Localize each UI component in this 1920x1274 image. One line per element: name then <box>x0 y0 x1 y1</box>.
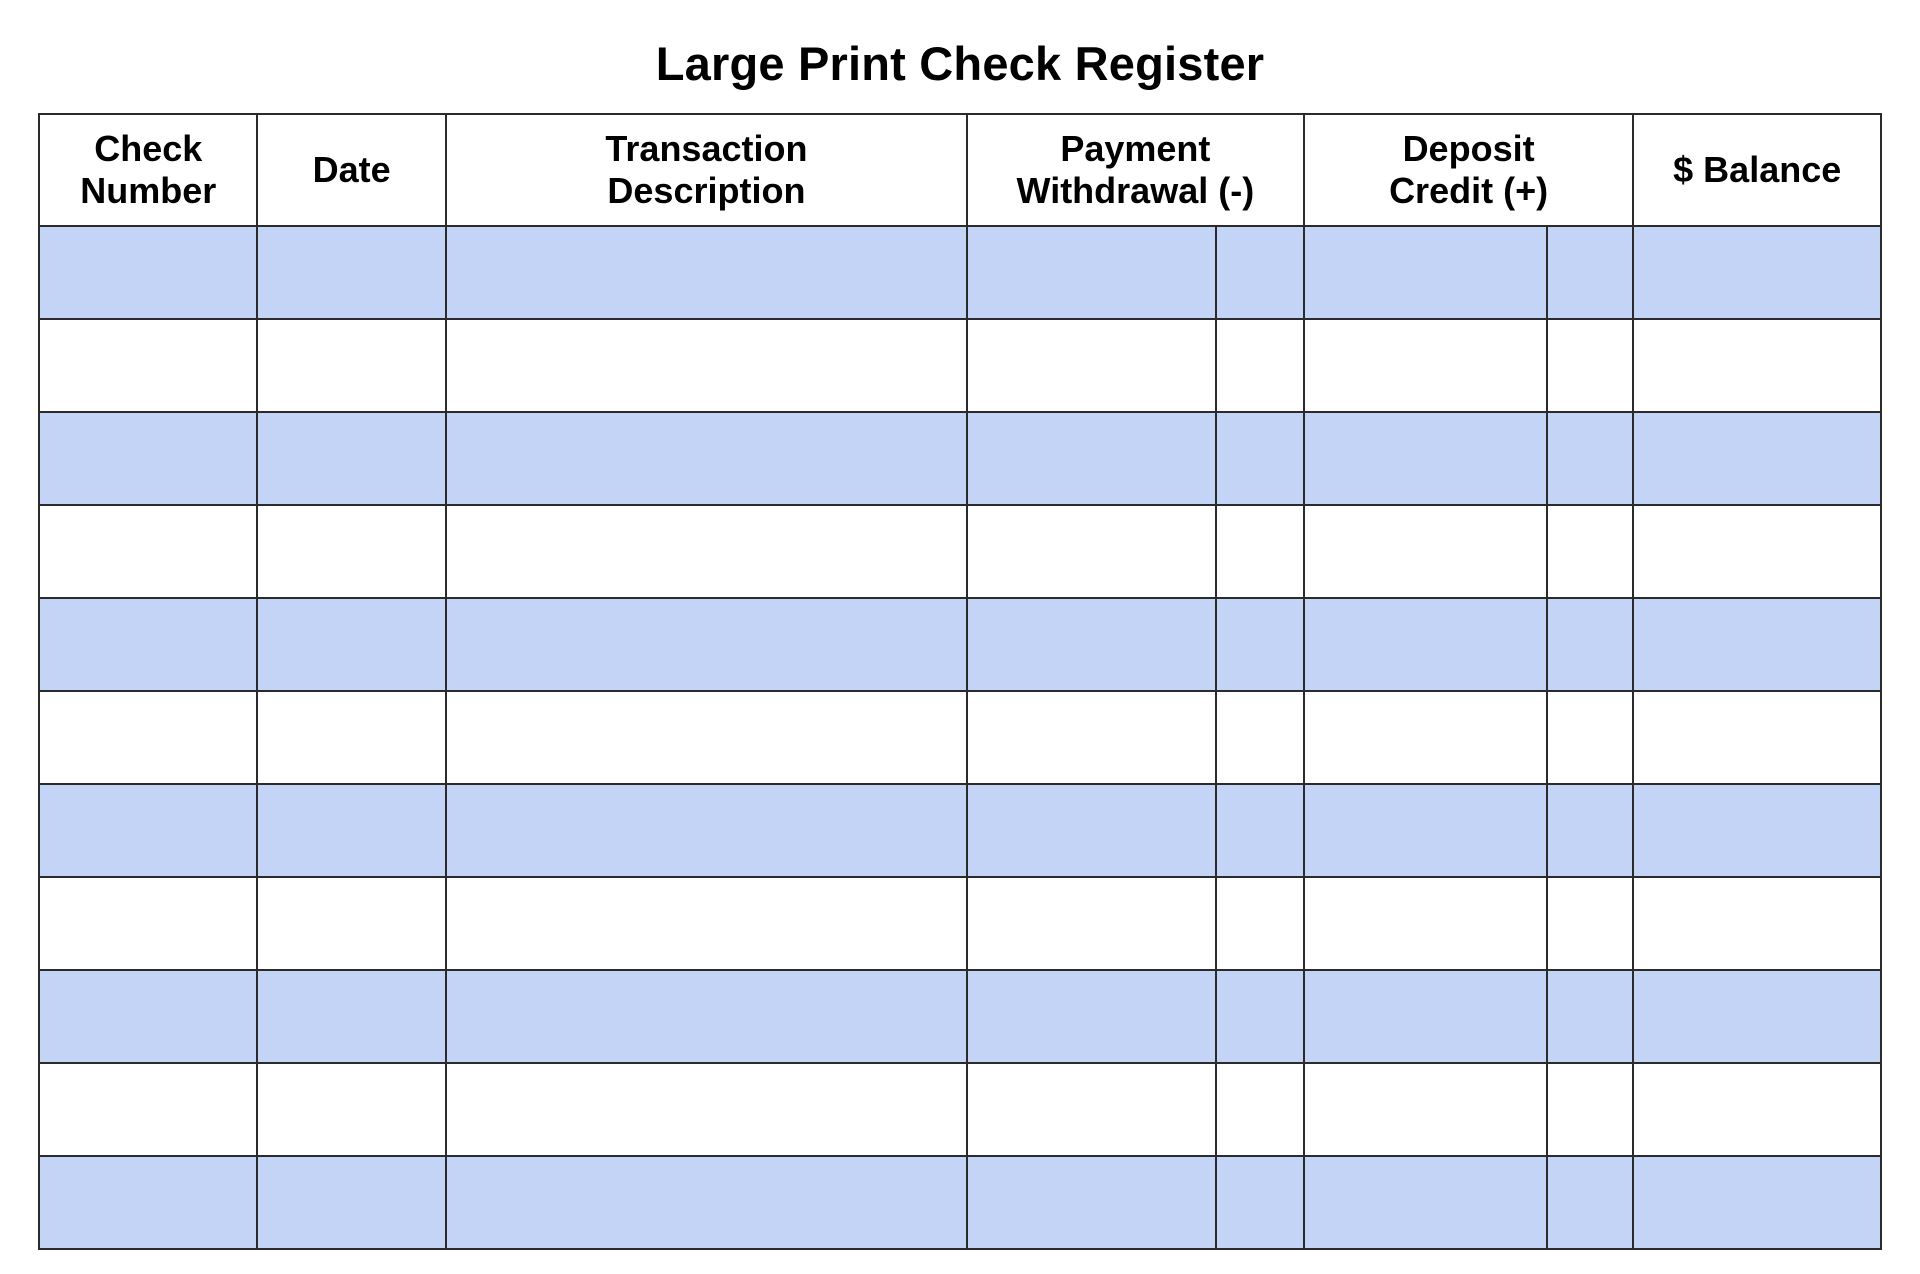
header-payment-withdrawal-line-2: Withdrawal (-) <box>1016 170 1255 211</box>
cell-payment-cents[interactable] <box>1216 970 1304 1063</box>
header-date-line-1: Date <box>312 148 391 190</box>
table-row[interactable] <box>39 1156 1881 1249</box>
cell-deposit[interactable] <box>1304 1156 1548 1249</box>
cell-check-number[interactable] <box>39 784 257 877</box>
cell-payment-cents[interactable] <box>1216 1063 1304 1156</box>
cell-payment-cents[interactable] <box>1216 598 1304 691</box>
cell-deposit-cents[interactable] <box>1547 505 1633 598</box>
cell-payment[interactable] <box>967 226 1216 319</box>
cell-deposit[interactable] <box>1304 784 1548 877</box>
cell-check-number[interactable] <box>39 412 257 505</box>
table-row[interactable] <box>39 412 1881 505</box>
cell-payment-cents[interactable] <box>1216 505 1304 598</box>
table-body <box>39 226 1881 1249</box>
header-deposit-credit-line-1: Deposit <box>1402 127 1535 169</box>
cell-balance[interactable] <box>1633 1063 1881 1156</box>
cell-check-number[interactable] <box>39 877 257 970</box>
cell-description[interactable] <box>446 784 967 877</box>
cell-check-number[interactable] <box>39 505 257 598</box>
cell-date[interactable] <box>257 784 445 877</box>
cell-payment[interactable] <box>967 505 1216 598</box>
table-row[interactable] <box>39 970 1881 1063</box>
cell-payment[interactable] <box>967 784 1216 877</box>
header-deposit-credit-line-2: Credit (+) <box>1389 170 1549 211</box>
table-header <box>39 114 1881 226</box>
cell-description[interactable] <box>446 505 967 598</box>
header-payment-withdrawal-line-1: Payment <box>1060 127 1211 169</box>
header-transaction-description <box>446 114 967 226</box>
table-row[interactable] <box>39 877 1881 970</box>
cell-deposit-cents[interactable] <box>1547 877 1633 970</box>
cell-deposit[interactable] <box>1304 412 1548 505</box>
cell-payment-cents[interactable] <box>1216 1156 1304 1249</box>
cell-payment[interactable] <box>967 412 1216 505</box>
cell-description[interactable] <box>446 226 967 319</box>
cell-balance[interactable] <box>1633 691 1881 784</box>
cell-balance[interactable] <box>1633 319 1881 412</box>
cell-balance[interactable] <box>1633 784 1881 877</box>
table-row[interactable] <box>39 1063 1881 1156</box>
table-row[interactable] <box>39 505 1881 598</box>
cell-deposit[interactable] <box>1304 877 1548 970</box>
header-payment-withdrawal <box>967 114 1304 226</box>
cell-description[interactable] <box>446 412 967 505</box>
cell-payment-cents[interactable] <box>1216 412 1304 505</box>
cell-deposit-cents[interactable] <box>1547 691 1633 784</box>
cell-date[interactable] <box>257 691 445 784</box>
table-row[interactable] <box>39 319 1881 412</box>
cell-description[interactable] <box>446 691 967 784</box>
cell-deposit[interactable] <box>1304 970 1548 1063</box>
cell-deposit-cents[interactable] <box>1547 412 1633 505</box>
cell-deposit[interactable] <box>1304 505 1548 598</box>
cell-payment-cents[interactable] <box>1216 319 1304 412</box>
cell-balance[interactable] <box>1633 412 1881 505</box>
header-balance <box>1633 114 1881 226</box>
cell-deposit-cents[interactable] <box>1547 970 1633 1063</box>
cell-check-number[interactable] <box>39 970 257 1063</box>
register-table-container <box>0 113 1920 1250</box>
cell-check-number[interactable] <box>39 226 257 319</box>
cell-description[interactable] <box>446 598 967 691</box>
cell-payment-cents[interactable] <box>1216 691 1304 784</box>
cell-deposit-cents[interactable] <box>1547 1063 1633 1156</box>
cell-balance[interactable] <box>1633 226 1881 319</box>
header-check-number <box>39 114 257 226</box>
cell-balance[interactable] <box>1633 505 1881 598</box>
header-transaction-description-line-1: Transaction <box>605 127 808 169</box>
cell-deposit-cents[interactable] <box>1547 1156 1633 1249</box>
cell-payment[interactable] <box>967 877 1216 970</box>
header-check-number-line-2: Number <box>80 170 217 211</box>
table-row[interactable] <box>39 598 1881 691</box>
cell-description[interactable] <box>446 319 967 412</box>
cell-date[interactable] <box>257 1156 445 1249</box>
cell-description[interactable] <box>446 970 967 1063</box>
cell-description[interactable] <box>446 877 967 970</box>
cell-payment-cents[interactable] <box>1216 877 1304 970</box>
header-deposit-credit <box>1304 114 1634 226</box>
cell-payment[interactable] <box>967 1156 1216 1249</box>
cell-deposit-cents[interactable] <box>1547 226 1633 319</box>
cell-payment-cents[interactable] <box>1216 784 1304 877</box>
header-row <box>39 114 1881 226</box>
cell-check-number[interactable] <box>39 691 257 784</box>
cell-balance[interactable] <box>1633 877 1881 970</box>
cell-date[interactable] <box>257 412 445 505</box>
cell-deposit[interactable] <box>1304 691 1548 784</box>
cell-check-number[interactable] <box>39 1063 257 1156</box>
page-title: Large Print Check Register <box>655 37 1265 90</box>
cell-check-number[interactable] <box>39 319 257 412</box>
header-date <box>257 114 445 226</box>
header-transaction-description-line-2: Description <box>607 170 806 211</box>
cell-payment[interactable] <box>967 691 1216 784</box>
table-row[interactable] <box>39 226 1881 319</box>
cell-deposit[interactable] <box>1304 319 1548 412</box>
cell-date[interactable] <box>257 1063 445 1156</box>
cell-balance[interactable] <box>1633 598 1881 691</box>
cell-date[interactable] <box>257 319 445 412</box>
cell-date[interactable] <box>257 970 445 1063</box>
cell-description[interactable] <box>446 1063 967 1156</box>
check-register-table <box>38 113 1882 1250</box>
cell-payment[interactable] <box>967 319 1216 412</box>
cell-payment-cents[interactable] <box>1216 226 1304 319</box>
cell-check-number[interactable] <box>39 598 257 691</box>
cell-balance[interactable] <box>1633 970 1881 1063</box>
table-row[interactable] <box>39 784 1881 877</box>
cell-date[interactable] <box>257 226 445 319</box>
cell-date[interactable] <box>257 598 445 691</box>
cell-date[interactable] <box>257 505 445 598</box>
cell-date[interactable] <box>257 877 445 970</box>
cell-check-number[interactable] <box>39 1156 257 1249</box>
cell-payment[interactable] <box>967 598 1216 691</box>
cell-balance[interactable] <box>1633 1156 1881 1249</box>
cell-deposit-cents[interactable] <box>1547 319 1633 412</box>
cell-description[interactable] <box>446 1156 967 1249</box>
header-balance-line-1: $ Balance <box>1673 148 1842 190</box>
cell-deposit-cents[interactable] <box>1547 784 1633 877</box>
cell-payment[interactable] <box>967 970 1216 1063</box>
cell-deposit[interactable] <box>1304 226 1548 319</box>
cell-deposit-cents[interactable] <box>1547 598 1633 691</box>
cell-deposit[interactable] <box>1304 598 1548 691</box>
header-check-number-line-1: Check <box>94 127 203 169</box>
cell-payment[interactable] <box>967 1063 1216 1156</box>
table-row[interactable] <box>39 691 1881 784</box>
cell-deposit[interactable] <box>1304 1063 1548 1156</box>
